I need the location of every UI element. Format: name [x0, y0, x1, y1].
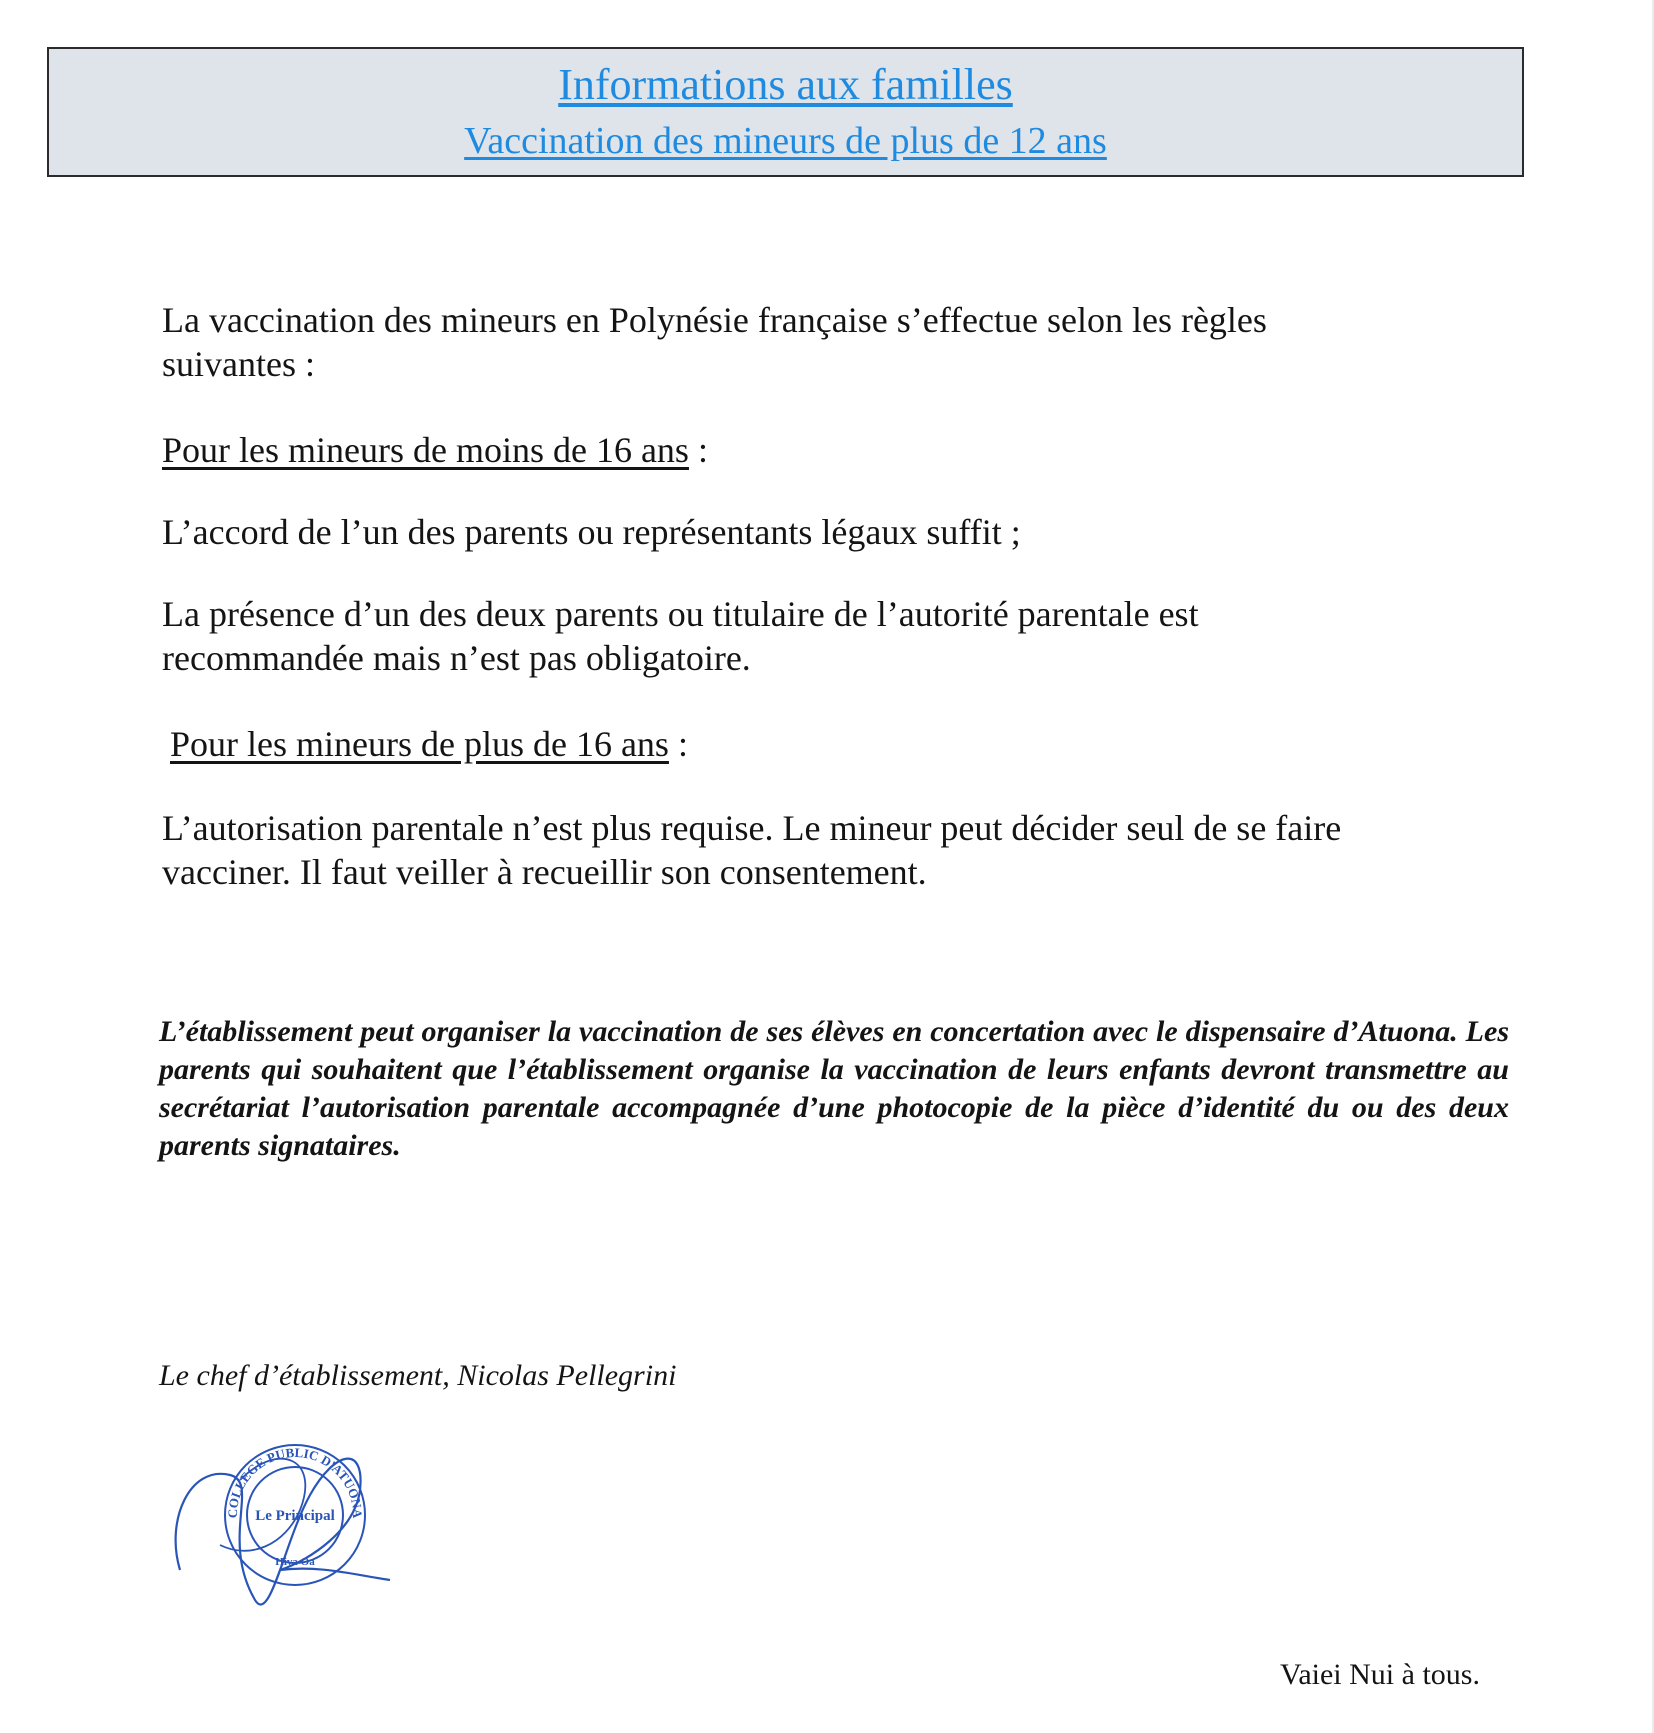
section1-paragraph-2 [162, 592, 1482, 680]
section2-paragraph [162, 806, 1482, 894]
section1-paragraph-2-line-2: recommandée mais n’est pas obligatoire. [162, 638, 751, 678]
section1-heading-text: Pour les mineurs de moins de 16 ans [162, 430, 689, 470]
establishment-notice: L’établissement peut organiser la vaccination de ses élèves en concertation avec le dispensaire d’Atuona. Les parents qui souhaitent que l’établissement organise la vaccination de leurs enfants devront transmettre au secrétariat l’autorisation parentale accompagnée d’une photocopie de la pièce d’identité du ou des deux parents signataires. [159, 1015, 1509, 1162]
intro-line-2: suivantes : [162, 344, 315, 384]
stamp-center-text: Le Principal [255, 1508, 335, 1524]
signature-line: Le chef d’établissement, Nicolas Pellegrini [159, 1359, 677, 1392]
section2-heading [170, 722, 1490, 766]
intro-paragraph [162, 298, 1482, 386]
section1-paragraph-2-line-1: La présence d’un des deux parents ou titulaire de l’autorité parentale est [162, 594, 1199, 634]
section1-heading-suffix: : [688, 430, 708, 470]
section1-paragraph-1: L’accord de l’un des parents ou représentants légaux suffit ; [162, 512, 1021, 552]
section2-paragraph-line-1: L’autorisation parentale n’est plus requise. Le mineur peut décider seul de se faire [162, 808, 1342, 848]
header-box [47, 47, 1524, 177]
intro-line-1: La vaccination des mineurs en Polynésie française s’effectue selon les règles [162, 300, 1267, 340]
document-title: Informations aux familles [558, 60, 1013, 109]
handwritten-signature [176, 1459, 390, 1605]
document-subtitle: Vaccination des mineurs de plus de 12 ans [464, 120, 1107, 162]
section2-heading-text: Pour les mineurs de plus de 16 ans [170, 724, 669, 764]
closing-greeting: Vaiei Nui à tous. [1280, 1658, 1480, 1691]
stamp-bottom-text: Hiva Oa [275, 1556, 315, 1568]
section2-heading-suffix: : [668, 724, 688, 764]
section2-paragraph-line-2: vacciner. Il faut veiller à recueillir son consentement. [162, 852, 927, 892]
stamp-ring-text: COLLEGE PUBLIC D'ATUONA [224, 1444, 366, 1519]
school-stamp-and-signature [160, 1420, 400, 1620]
section1-heading [162, 428, 1482, 472]
